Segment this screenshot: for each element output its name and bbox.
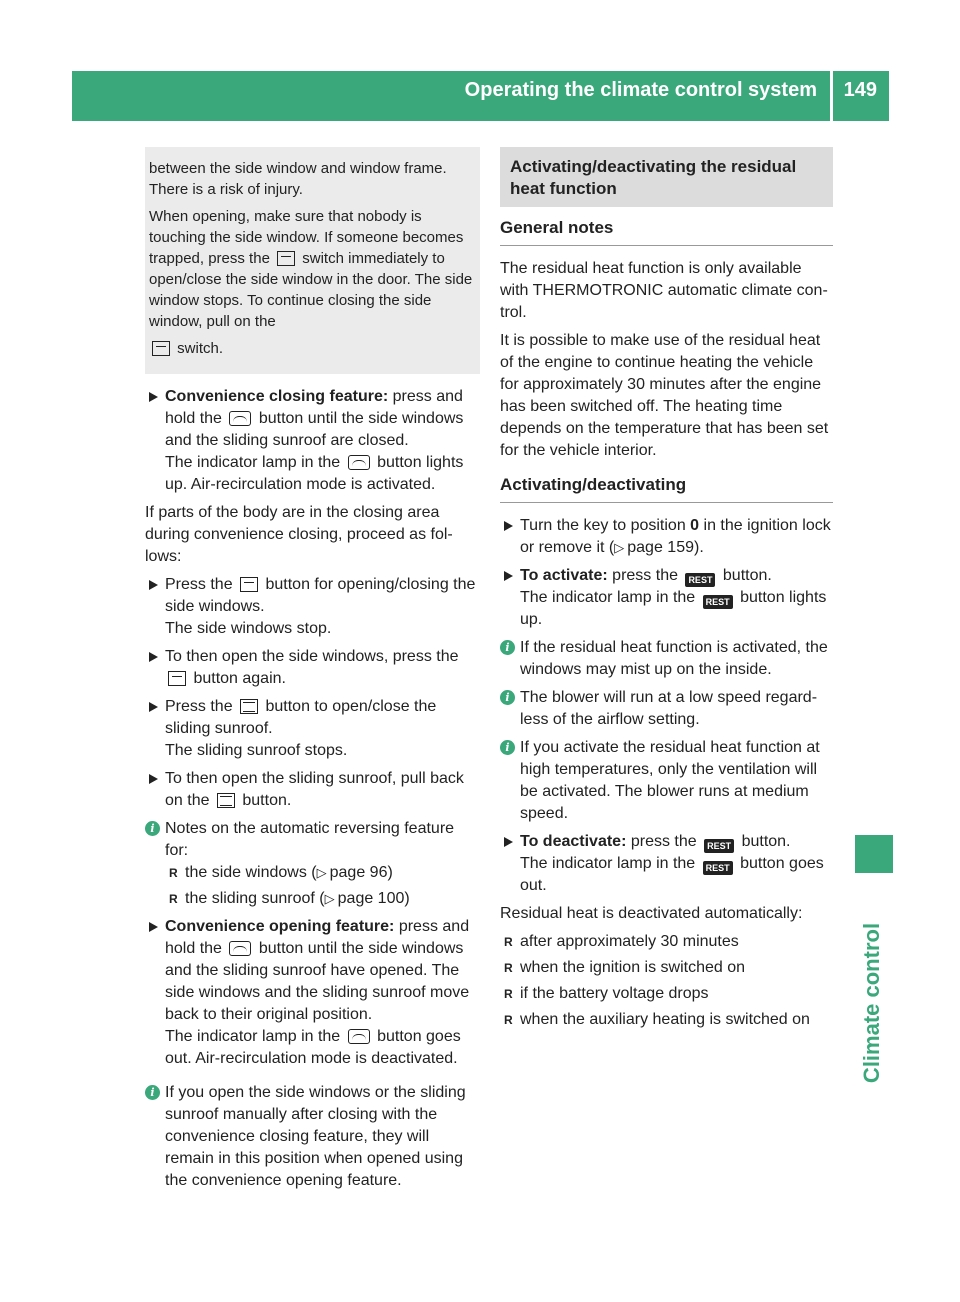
info-note-mist: i If the residual heat function is activated, the windows may mist up on the inside. bbox=[500, 637, 833, 681]
step-press-window: Press the button for opening/closing the side windows. The side windows stop. bbox=[145, 574, 480, 640]
body-paragraph: If parts of the body are in the closing area during convenience closing, proceed as follows: bbox=[145, 504, 453, 565]
warning-text: switch. bbox=[149, 338, 476, 359]
step-press-sunroof: Press the button to open/close the sliding sunroof. The sliding sunroof stops. bbox=[145, 696, 480, 762]
list-item: R when the ignition is switched on bbox=[500, 957, 833, 979]
list-item: R the sliding sunroof (▷ page 100) bbox=[165, 888, 480, 910]
body-paragraph: Residual heat is deactivated automatically: bbox=[500, 905, 803, 922]
side-window-switch-icon bbox=[168, 671, 186, 686]
page-title: Operating the climate control system bbox=[464, 79, 817, 101]
page-ref-arrow-icon: ▷ bbox=[324, 891, 335, 906]
info-icon: i bbox=[145, 1085, 160, 1100]
side-window-switch-icon bbox=[240, 577, 258, 592]
key-car-icon bbox=[348, 1029, 370, 1044]
subsection-activating: Activating/deactivating bbox=[500, 474, 833, 503]
body-paragraph: It is possible to make use of the residual heat of the engine to continue heating the vehicle for approximately 30 minutes after the engine has been switched off. The heating time depends on the temperature that has been set for the vehicle interior. bbox=[500, 332, 829, 459]
info-note-reversing: i Notes on the automatic reversing feature for: R the side windows (▷ page 96) R the sliding sunroof (▷ page 100) bbox=[145, 818, 480, 910]
step-convenience-opening: Convenience opening feature: press and hold the button until the side windows and the sliding sunroof have opened. The side windows and the sliding sunroof move back to their original position. The indicator lamp in the button goes out. Air-recirculation mode is deactivated. bbox=[145, 916, 480, 1070]
list-item: R if the battery voltage drops bbox=[500, 983, 833, 1005]
step-convenience-closing: Convenience closing feature: press and hold the button until the side windows and the sliding sunroof are closed. The indicator lamp in the button lights up. Air-recirculation mode is activated. bbox=[145, 386, 480, 496]
side-window-switch-icon bbox=[152, 341, 170, 356]
page-ref-arrow-icon: ▷ bbox=[316, 865, 327, 880]
step-deactivate: To deactivate: press the REST button. The indicator lamp in the REST button goes out. bbox=[500, 831, 833, 897]
warning-box bbox=[145, 147, 480, 374]
list-item: R when the auxiliary heating is switched on bbox=[500, 1009, 833, 1031]
info-icon: i bbox=[500, 690, 515, 705]
rest-button-icon: REST bbox=[703, 595, 733, 609]
page-number: 149 bbox=[843, 79, 877, 101]
key-car-icon bbox=[229, 941, 251, 956]
info-icon: i bbox=[500, 640, 515, 655]
info-note-high-temp: i If you activate the residual heat function at high temperatures, only the ventilation will be activated. The blower runs at medium speed. bbox=[500, 737, 833, 825]
chapter-label: Climate control bbox=[859, 922, 884, 1084]
left-column bbox=[145, 147, 480, 1198]
section-title: Activating/deactivating the residual heat function bbox=[500, 147, 833, 207]
key-car-icon bbox=[229, 411, 251, 426]
info-icon: i bbox=[500, 740, 515, 755]
chapter-tab-marker bbox=[855, 835, 893, 873]
page-header bbox=[72, 71, 889, 121]
rest-button-icon: REST bbox=[704, 839, 734, 853]
step-turn-key: Turn the key to position 0 in the ignition lock or remove it (▷ page 159). bbox=[500, 515, 833, 559]
side-window-switch-icon bbox=[277, 251, 295, 266]
page-ref-arrow-icon: ▷ bbox=[614, 540, 625, 555]
info-note-manual-open: i If you open the side windows or the sliding sunroof manually after closing with the convenience closing feature, they will remain in this position when opened using the convenience opening feature. bbox=[145, 1082, 480, 1192]
subsection-general-notes: General notes bbox=[500, 217, 833, 246]
rest-button-icon: REST bbox=[703, 861, 733, 875]
sunroof-switch-icon bbox=[217, 793, 235, 808]
sunroof-switch-icon bbox=[240, 699, 258, 714]
body-paragraph: The residual heat function is only available with THERMOTRONIC automatic climate control. bbox=[500, 260, 828, 321]
header-divider bbox=[830, 71, 833, 121]
step-open-windows: To then open the side windows, press the button again. bbox=[145, 646, 480, 690]
warning-text: When opening, make sure that nobody is touching the side window. If someone becomes trapped, press the switch immediately to open/close the side window in the door. The side window stops. To continue closing the side window, pull on the bbox=[149, 208, 473, 330]
rest-button-icon: REST bbox=[685, 573, 715, 587]
info-note-blower: i The blower will run at a low speed regardless of the airflow setting. bbox=[500, 687, 833, 731]
warning-text: between the side window and window frame. There is a risk of injury. bbox=[149, 160, 447, 198]
list-item: R the side windows (▷ page 96) bbox=[165, 862, 480, 884]
right-column bbox=[500, 147, 833, 1035]
step-open-sunroof: To then open the sliding sunroof, pull back on the button. bbox=[145, 768, 480, 812]
info-icon: i bbox=[145, 821, 160, 836]
step-activate: To activate: press the REST button. The indicator lamp in the REST button lights up. bbox=[500, 565, 833, 631]
list-item: R after approximately 30 minutes bbox=[500, 931, 833, 953]
key-car-icon bbox=[348, 455, 370, 470]
